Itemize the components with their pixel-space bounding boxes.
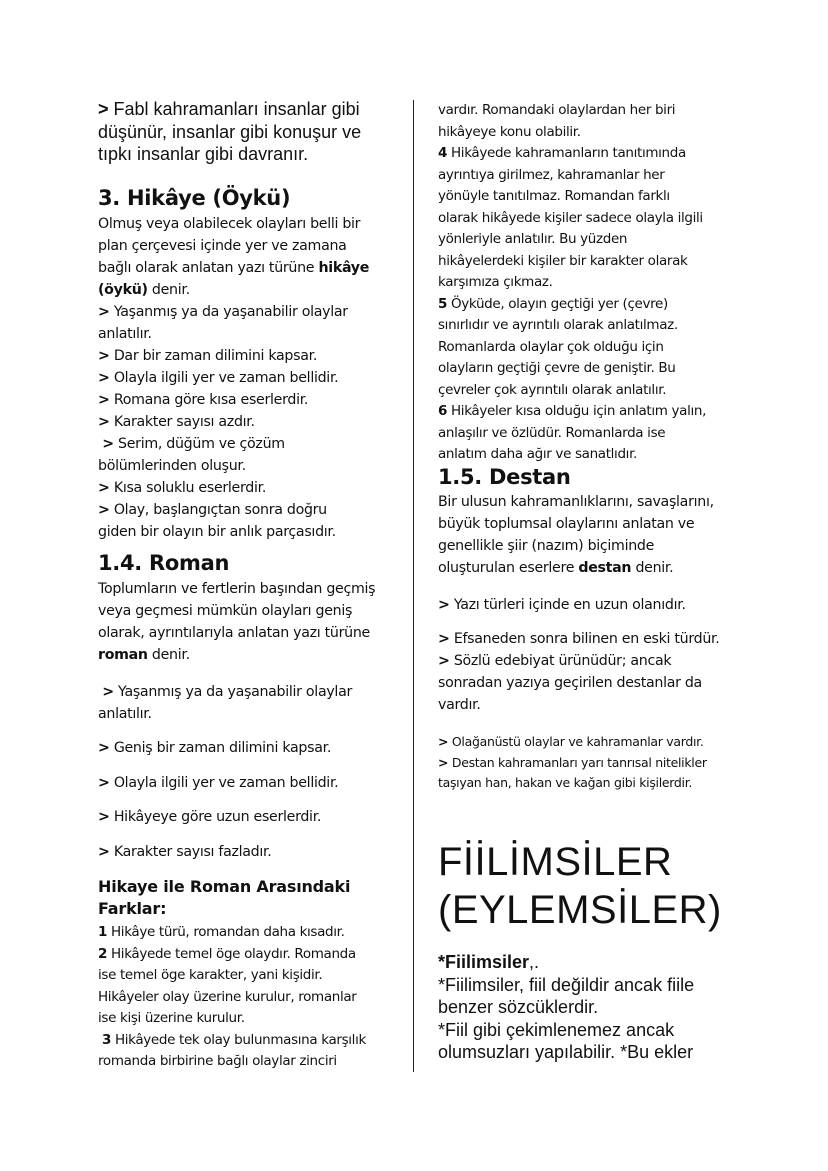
bullet-marker: > [98,99,109,119]
farklar-list: 1 Hikâye türü, romandan daha kısadır. 2 Hikâyede temel öge olaydır. Romanda ise temel öge karakter, yani kişidir. Hikâyeler olay üzerine kurulur, romanlar ise kişi üzerine kurulur. 3 Hikâyede tek olay bulunmasına karşılık romanda birbirine bağlı olaylar zinciri [98,924,366,1069]
farklar-continued: vardır. Romandaki olaylardan her biri hikâyeye konu olabilir. 4 Hikâyede kahramanların tanıtımında ayrıntıya girilmez, kahramanlar her yönüyle tanıtılmaz. Romandan farklı olarak hikâyede kişiler sadece olayla ilgili yönleriyle anlatılır. Bu yüzden hikâyelerdeki kişiler bir karakter olarak karşımıza çıkmaz. 5 Öyküde, olayın geçtiği yer (çevre) sınırlıdır ve ayrıntılı olarak anlatılmaz. Romanlarda olaylar çok olduğu için olayların geçtiği çevre de geniştir. Bu çevreler çok ayrıntılı olarak anlatılır. 6 Hikâyeler kısa olduğu için anlatım yalın, anlaşılır ve özlüdür. Romanlarda ise anlatım daha ağır ve sanatlıdır. [438,102,707,462]
roman-bullet-5: > Karakter sayısı fazladır. [98,844,272,860]
hikaye-heading: 3. Hikâye (Öykü) [98,186,291,210]
farklar-heading: Hikaye ile Roman Arasındaki Farklar: [98,877,351,918]
destan-heading: 1.5. Destan [438,465,571,489]
roman-bullet-3: > Olayla ilgili yer ve zaman bellidir. [98,775,339,791]
fiilimsiler-text: *Fiilimsiler,. *Fiilimsiler, fiil değildir ancak fiile benzer sözcüklerdir. *Fiil gibi çekimlenemez ancak olumsuzları yapılabilir. *Bu ekler [438,952,695,1062]
fabl-bullet: > Fabl kahramanları insanlar gibi düşünür, insanlar gibi konuşur ve tıpkı insanlar gibi davranır. [98,99,362,164]
hikaye-definition: Olmuş veya olabilecek olayları belli bir plan çerçevesi içinde yer ve zamana bağlı olarak anlatan yazı türüne hikâye (öykü) denir. > Yaşanmış ya da yaşanabilir olaylar anlatılır. > Dar bir zaman dilimini kapsar. > Olayla ilgili yer ve zaman bellidir. > Romana göre kısa eserlerdir. > Karakter sayısı azdır. > Serim, düğüm ve çözüm bölümlerinden oluşur. > Kısa soluklu eserlerdir. > Olay, başlangıçtan sonra doğru giden bir olayın bir anlık parçasıdır. [98,216,370,540]
destan-bullet-2: > Efsaneden sonra bilinen en eski türdür. > Sözlü edebiyat ürünüdür; ancak sonradan yazıya geçirilen destanlar da vardır. [438,631,720,713]
fiilimsiler-title: FİİLİMSİLER (EYLEMSİLER) [438,840,722,932]
roman-bullet-4: > Hikâyeye göre uzun eserlerdir. [98,809,322,825]
destan-bullet-1: > Yazı türleri içinde en uzun olanıdır. [438,597,686,613]
roman-bullet-1: > Yaşanmış ya da yaşanabilir olaylar anlatılır. [98,684,353,722]
destan-definition: Bir ulusun kahramanlıklarını, savaşlarını, büyük toplumsal olaylarını anlatan ve genellikle şiir (nazım) biçiminde oluşturulan eserlere destan denir. [438,494,714,576]
roman-bullet-2: > Geniş bir zaman dilimini kapsar. [98,740,332,756]
roman-heading: 1.4. Roman [98,551,230,575]
roman-definition: Toplumların ve fertlerin başından geçmiş veya geçmesi mümkün olayları geniş olarak, ayrıntılarıyla anlatan yazı türüne roman denir. [98,581,376,663]
column-divider [413,100,414,1072]
destan-small-bullets: > Olağanüstü olaylar ve kahramanlar vardır. > Destan kahramanları yarı tanrısal nitelikler taşıyan han, hakan ve kağan gibi kişilerdir. [438,734,707,790]
